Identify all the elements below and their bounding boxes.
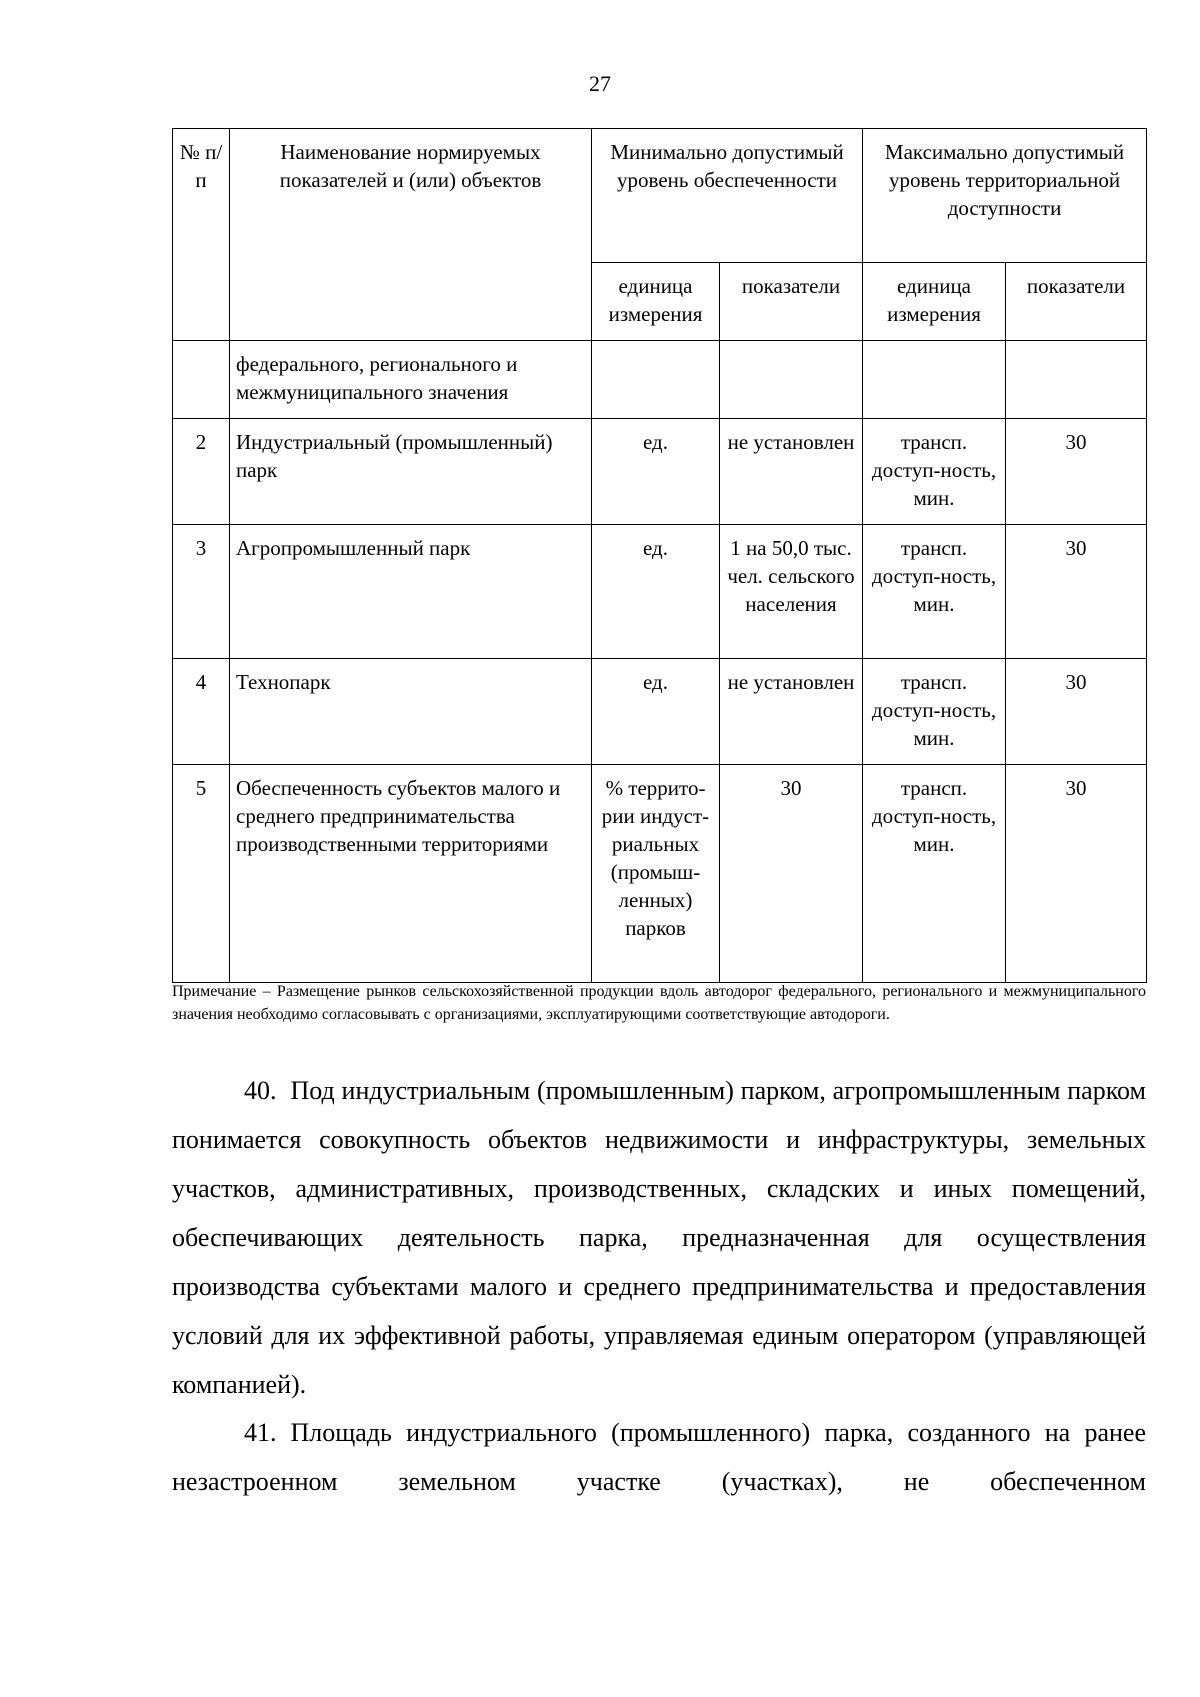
cell-num: 5 [173,765,230,983]
cell-num: 2 [173,419,230,525]
cell-min-value [720,341,863,419]
cell-max-unit [863,341,1006,419]
table-note: Примечание – Размещение рынков сельскохозяйственной продукции вдоль автодорог федерального, регионального и межмуниципального значения необходимо согласовывать с организациями, эксплуатирующими соответствующие автодороги. [172,983,1146,1023]
header-name: Наименование нормируемых показателей и (или) объектов [230,129,592,341]
cell-name: Обеспеченность субъектов малого и среднего предпринимательства производственными территориями [230,765,592,983]
cell-num: 4 [173,659,230,765]
table-row [173,659,1147,765]
cell-min-value: не установлен [720,659,863,765]
cell-name: Индустриальный (промышленный) парк [230,419,592,525]
cell-max-unit: трансп. доступ-ность, мин. [863,525,1006,659]
norms-table [172,128,1147,983]
cell-name: Агропромышленный парк [230,525,592,659]
header-unit: единица измерения [592,263,720,341]
cell-num [173,341,230,419]
cell-min-value: 30 [720,765,863,983]
cell-max-value: 30 [1006,525,1147,659]
page-number: 27 [589,71,611,96]
table-header-row [173,129,1147,263]
cell-name: Технопарк [230,659,592,765]
cell-max-value: 30 [1006,419,1147,525]
header-num: № п/п [173,129,230,341]
cell-min-unit [592,341,720,419]
cell-min-unit: ед. [592,525,720,659]
cell-max-value [1006,341,1147,419]
cell-max-unit: трансп. доступ-ность, мин. [863,419,1006,525]
cell-min-unit: % террито-рии индуст-риальных (промыш-ленных) парков [592,765,720,983]
header-indicators: показатели [720,263,863,341]
paragraph-number: 40. [244,1076,277,1105]
paragraph-text: Под индустриальным (промышленным) парком, агропромышленным парком понимается совокупность объектов недвижимости и инфраструктуры, земельных участков, административных, производственных, складских и иных помещений, обеспечивающих деятельность парка, предназначенная для осуществления производства субъектами малого и среднего предпринимательства и предоставления условий для их эффективной работы, управляемая единым оператором (управляющей компанией). [172,1076,1146,1399]
cell-min-unit: ед. [592,419,720,525]
cell-max-value: 30 [1006,659,1147,765]
header-max-level: Максимально допустимый уровень территориальной доступности [863,129,1147,263]
paragraph-number: 41. [244,1418,277,1447]
paragraph-text: Площадь индустриального (промышленного) парка, созданного на ранее незастроенном земельном участке (участках), не обеспеченном [172,1418,1146,1496]
paragraph-41 [172,1408,1146,1506]
cell-max-unit: трансп. доступ-ность, мин. [863,765,1006,983]
table-row [173,525,1147,659]
cell-max-unit: трансп. доступ-ность, мин. [863,659,1006,765]
cell-num: 3 [173,525,230,659]
cell-name: федерального, регионального и межмуниципального значения [230,341,592,419]
header-indicators-2: показатели [1006,263,1147,341]
cell-min-value: 1 на 50,0 тыс. чел. сельского населения [720,525,863,659]
paragraph-40 [172,1066,1146,1409]
header-unit-2: единица измерения [863,263,1006,341]
header-min-level: Минимально допустимый уровень обеспеченности [592,129,863,263]
cell-min-value: не установлен [720,419,863,525]
table-row [173,341,1147,419]
cell-min-unit: ед. [592,659,720,765]
table-row [173,765,1147,983]
table-row [173,419,1147,525]
cell-max-value: 30 [1006,765,1147,983]
